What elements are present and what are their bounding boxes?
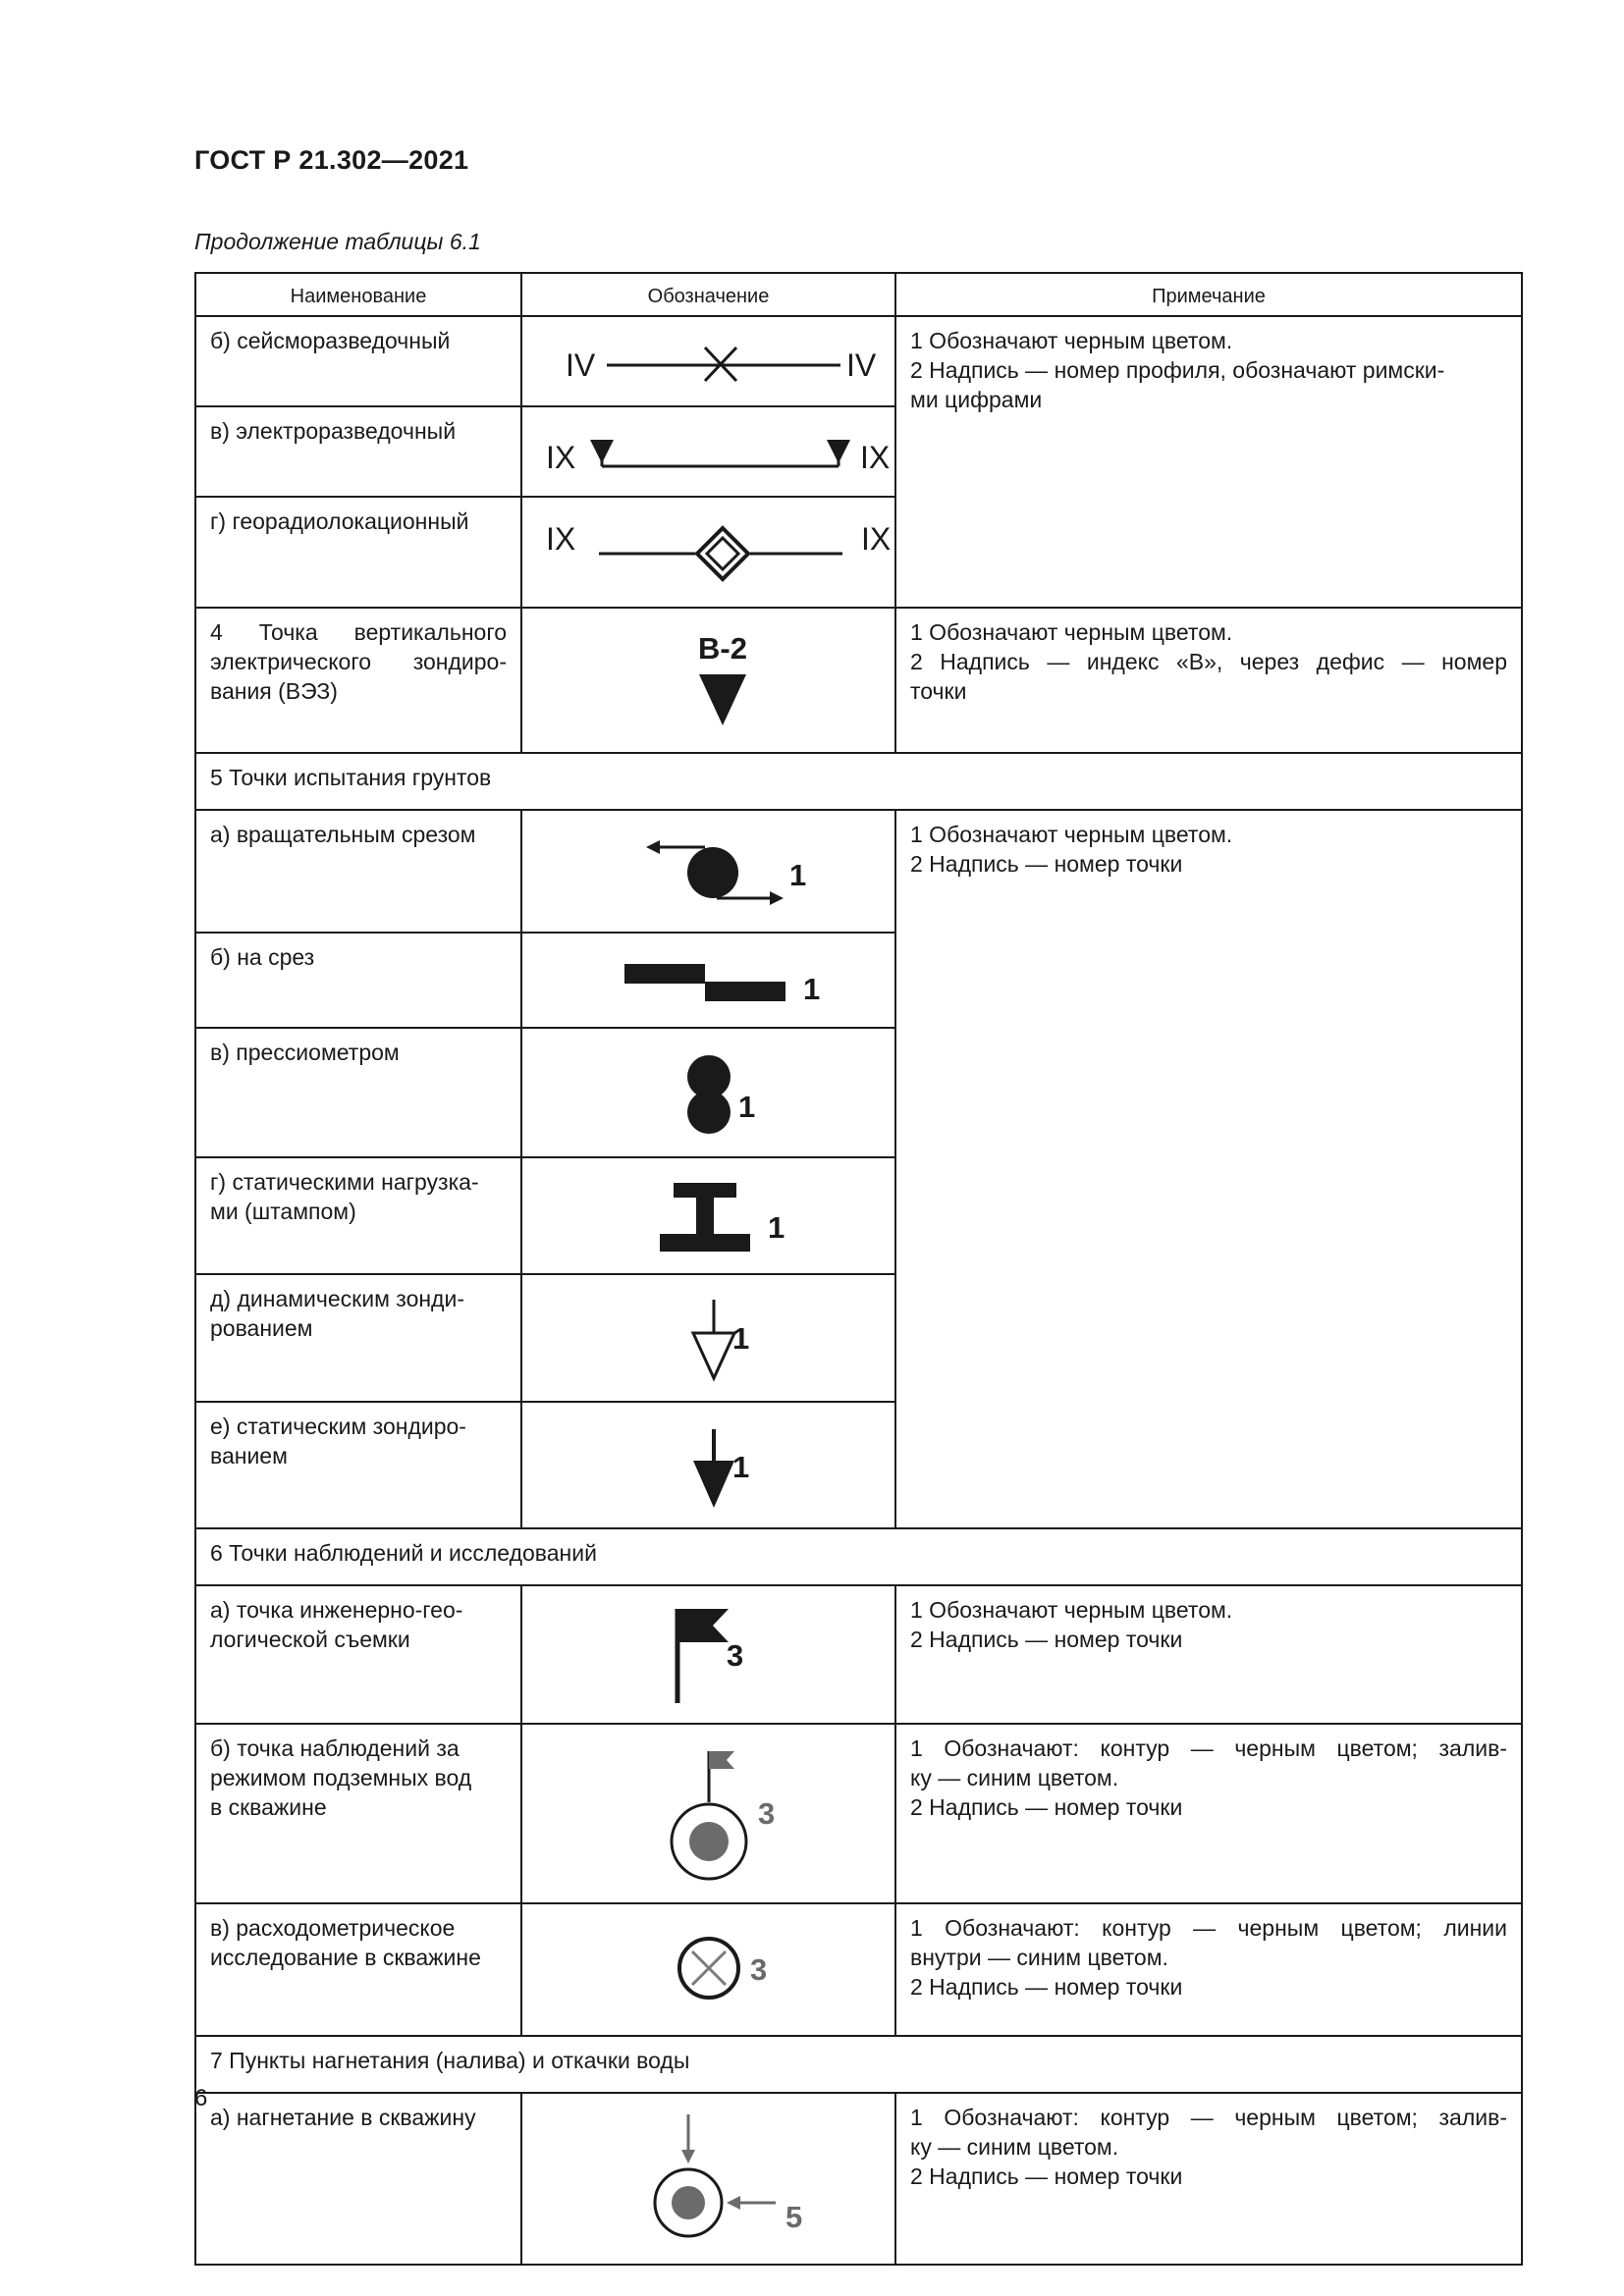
symbol-cell — [521, 933, 895, 1028]
symbol-cell — [521, 406, 895, 497]
shear-test-symbol — [536, 942, 910, 1021]
point-label: 1 — [789, 858, 807, 892]
row-name: 4 Точка вертикального электрического зондиро- вания (ВЭЗ) — [195, 608, 521, 753]
point-label: 1 — [732, 1450, 750, 1484]
ves-label: В-2 — [698, 631, 747, 666]
profile-label-right: IV — [846, 347, 877, 383]
page-number: 6 — [194, 2085, 208, 2111]
section-row — [195, 2036, 1522, 2093]
table-row — [195, 316, 1522, 406]
section-title: 5 Точки испытания грунтов — [195, 753, 1522, 810]
column-header-note: Примечание — [895, 273, 1522, 316]
column-header-name: Наименование — [195, 273, 521, 316]
table-header-row — [195, 273, 1522, 316]
row-note: 1 Обозначают черным цветом. 2 Надпись — индекс «В», через дефис — номер точки — [895, 608, 1522, 753]
symbol-cell — [521, 1028, 895, 1157]
symbol-cell — [521, 2093, 895, 2265]
profile-label-left: IX — [546, 440, 576, 475]
row-name: г) георадиолокационный — [195, 497, 521, 608]
document-code: ГОСТ Р 21.302—2021 — [194, 145, 469, 175]
ves-point-symbol — [536, 617, 910, 746]
section-row — [195, 1528, 1522, 1585]
table-row — [195, 810, 1522, 933]
symbol-cell — [521, 810, 895, 933]
profile-label-right: IX — [861, 521, 892, 557]
column-header-symbol: Обозначение — [521, 273, 895, 316]
point-label: 3 — [758, 1796, 776, 1831]
row-name: а) нагнетание в скважину — [195, 2093, 521, 2265]
point-label: 1 — [803, 972, 821, 1006]
georadar-profile-symbol — [536, 507, 910, 601]
pressiometer-symbol — [536, 1038, 910, 1150]
symbol-cell — [521, 316, 895, 406]
profile-label-left: IX — [546, 521, 576, 557]
symbol-cell — [521, 1274, 895, 1402]
table-row — [195, 1903, 1522, 2036]
symbol-cell — [521, 1157, 895, 1274]
row-note: 1 Обозначают: контур — черным цветом; линии внутри — синим цветом. 2 Надпись — номер точки — [895, 1903, 1522, 2036]
profile-label-left: IV — [566, 347, 596, 383]
section-row — [195, 753, 1522, 810]
row-name: е) статическим зондиро- ванием — [195, 1402, 521, 1528]
row-note: 1 Обозначают: контур — черным цветом; залив- ку — синим цветом. 2 Надпись — номер точки — [895, 1724, 1522, 1903]
row-note: 1 Обозначают черным цветом. 2 Надпись — номер точки — [895, 810, 1522, 1528]
point-label: 3 — [750, 1952, 768, 1987]
row-name: г) статическими нагрузка- ми (штампом) — [195, 1157, 521, 1274]
row-name: в) электроразведочный — [195, 406, 521, 497]
point-label: 1 — [738, 1090, 756, 1124]
table-caption: Продолжение таблицы 6.1 — [194, 229, 481, 254]
point-label: 1 — [768, 1210, 785, 1245]
symbols-table — [194, 272, 1523, 2266]
groundwater-well-symbol — [536, 1734, 910, 1896]
symbol-cell — [521, 608, 895, 753]
symbol-cell — [521, 497, 895, 608]
row-name: а) точка инженерно-гео- логической съемки — [195, 1585, 521, 1724]
row-name: а) вращательным срезом — [195, 810, 521, 933]
row-name: б) точка наблюдений за режимом подземных вод в скважине — [195, 1724, 521, 1903]
row-note: 1 Обозначают: контур — черным цветом; залив- ку — синим цветом. 2 Надпись — номер точки — [895, 2093, 1522, 2265]
survey-flag-symbol — [536, 1595, 910, 1717]
row-note: 1 Обозначают черным цветом. 2 Надпись — номер профиля, обозначают римски- ми цифрами — [895, 316, 1522, 608]
static-sounding-symbol — [536, 1412, 910, 1522]
point-label: 3 — [727, 1638, 744, 1673]
dynamic-sounding-symbol — [536, 1284, 910, 1395]
row-name: б) сейсморазведочный — [195, 316, 521, 406]
row-name: в) расходометрическое исследование в скважине — [195, 1903, 521, 2036]
electric-profile-symbol — [536, 416, 910, 490]
profile-label-right: IX — [860, 440, 891, 475]
symbol-cell — [521, 1402, 895, 1528]
row-name: д) динамическим зонди- рованием — [195, 1274, 521, 1402]
section-title: 7 Пункты нагнетания (налива) и откачки воды — [195, 2036, 1522, 2093]
rotational-shear-symbol — [536, 820, 910, 926]
flowmeter-well-symbol — [536, 1913, 910, 2029]
symbol-cell — [521, 1585, 895, 1724]
row-name: в) прессиометром — [195, 1028, 521, 1157]
seismic-profile-symbol — [536, 326, 910, 400]
stamp-load-symbol — [536, 1167, 910, 1267]
point-label: 5 — [785, 2200, 803, 2234]
point-label: 1 — [732, 1321, 750, 1356]
injection-well-symbol — [536, 2103, 910, 2258]
section-title: 6 Точки наблюдений и исследований — [195, 1528, 1522, 1585]
table-row — [195, 2093, 1522, 2265]
table-row — [195, 608, 1522, 753]
row-name: б) на срез — [195, 933, 521, 1028]
symbol-cell — [521, 1724, 895, 1903]
symbol-cell — [521, 1903, 895, 2036]
row-note: 1 Обозначают черным цветом. 2 Надпись — номер точки — [895, 1585, 1522, 1724]
table-row — [195, 1724, 1522, 1903]
table-row — [195, 1585, 1522, 1724]
